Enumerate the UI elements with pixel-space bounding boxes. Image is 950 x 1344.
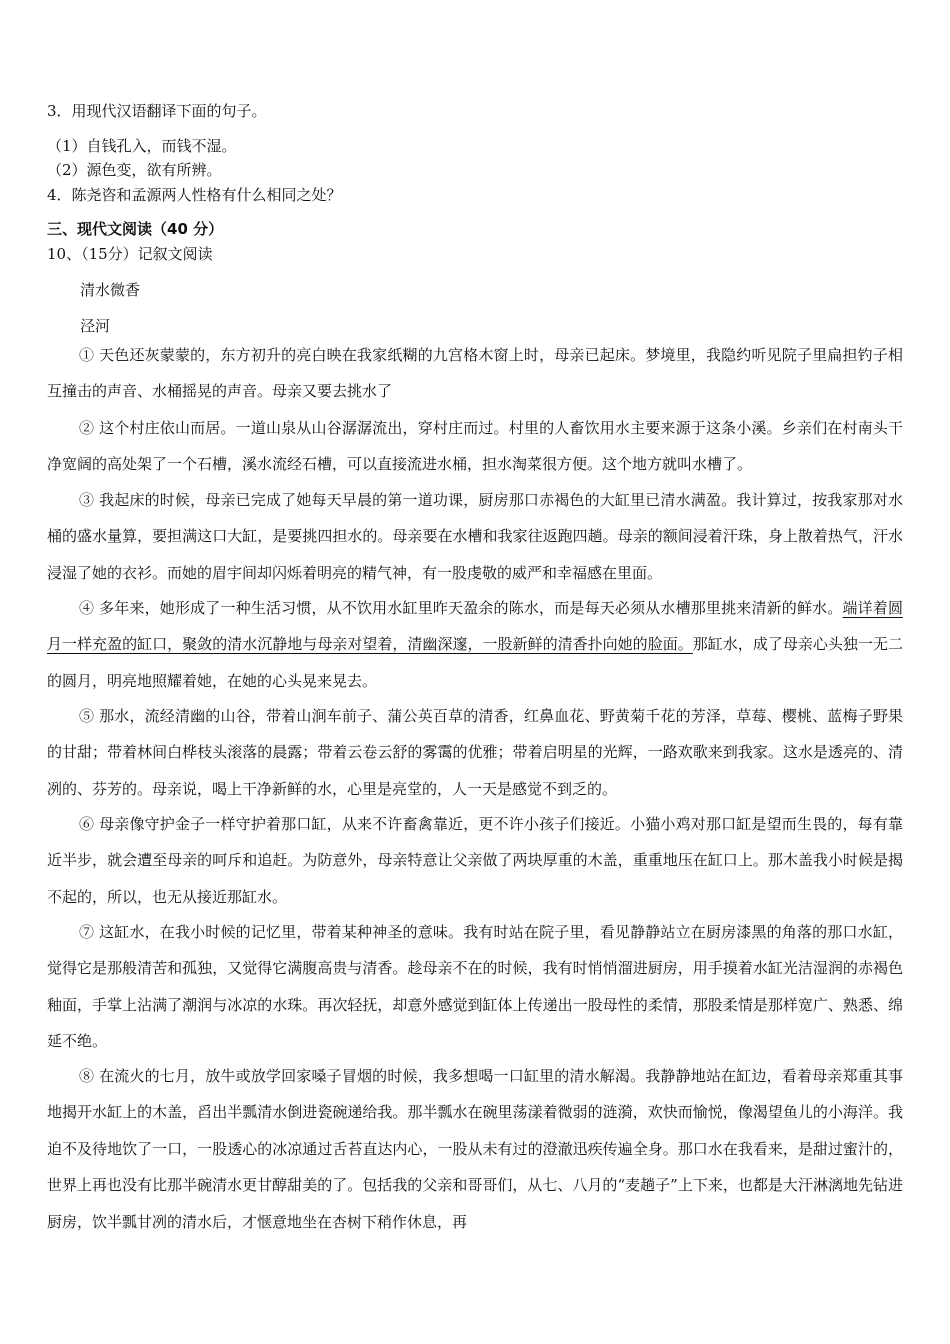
paragraph-1: ① 天色还灰蒙蒙的，东方初升的亮白映在我家纸糊的九宫格木窗上时，母亲已起床。梦境里，我隐约听见院子里扁担钓子相互撞击的声音、水桶摇晃的声音。母亲又要去挑水了 [47, 346, 903, 401]
paragraph-3: ③ 我起床的时候，母亲已完成了她每天早晨的第一道功课，厨房那口赤褐色的大缸里已清水满盈。我计算过，按我家那对水桶的盛水量算，要担满这口大缸，是要挑四担水的。母亲要在水槽和我家往返跑四趟。母亲的额间浸着汗珠，身上散着热气，汗水浸湿了她的衣衫。而她的眉宇间却闪烁着明亮的精气神，有一股虔敬的威严和幸福感在里面。 [47, 491, 903, 582]
question-10: 10、（15分）记叙文阅读 [47, 245, 213, 263]
paragraph-4-start: ④ 多年来，她形成了一种生活习惯，从不饮用水缸里昨天盈余的陈水，而是每天必须从水槽那里挑来清新的鲜水。 [79, 599, 843, 617]
question-4: 4．陈尧咨和孟源两人性格有什么相同之处？ [47, 186, 342, 204]
paragraph-4-end: 那缸水，成了母亲心头独一无二的圆月，明亮地照耀着她，在她的心头晃来晃去。 [47, 635, 903, 690]
paragraph-5: ⑤ 那水，流经清幽的山谷，带着山涧车前子、蒲公英百草的清香，红鼻血花、野黄菊千花的芳泽，草莓、樱桃、蓝梅子野果的甘甜；带着林间白桦枝头滚落的晨露；带着云卷云舒的雾霭的优雅；带着启明星的光辉，一路欢歌来到我家。这水是透亮的、清冽的、芬芳的。母亲说，喝上干净新鲜的水，心里是亮堂的，人一天是感觉不到乏的。 [47, 707, 903, 798]
paragraph-2: ② 这个村庄依山而居。一道山泉从山谷潺潺流出，穿村庄而过。村里的人畜饮用水主要来源于这条小溪。乡亲们在村南头干净宽阔的高处架了一个石槽，溪水流经石槽，可以直接流进水桶，担水淘菜很方便。这个地方就叫水槽了。 [47, 419, 903, 474]
paragraph-4 [47, 590, 903, 699]
question-3-item-1: （1）自钱孔入，而钱不湿。 [47, 137, 237, 155]
question-3-item-2: （2）源色变，欲有所辨。 [47, 161, 222, 179]
paragraph-7: ⑦ 这缸水，在我小时候的记忆里，带着某种神圣的意味。我有时站在院子里，看见静静站立在厨房漆黑的角落的那口水缸，觉得它是那般清苦和孤独，又觉得它满腹高贵与清香。趁母亲不在的时候，我有时悄悄溜进厨房，用手摸着水缸光洁湿润的赤褐色釉面，手掌上沾满了潮润与冰凉的水珠。再次轻抚，却意外感觉到缸体上传递出一股母性的柔情，那股柔情是那样宽广、熟悉、绵延不绝。 [47, 923, 903, 1051]
section-heading: 三、现代文阅读（40 分） [47, 220, 224, 238]
article-title: 清水微香 [80, 281, 141, 299]
paragraph-6: ⑥ 母亲像守护金子一样守护着那口缸，从来不许畜禽靠近，更不许小孩子们接近。小猫小鸡对那口缸是望而生畏的，每有靠近半步，就会遭至母亲的呵斥和追赶。为防意外，母亲特意让父亲做了两块厚重的木盖，重重地压在缸口上。那木盖我小时候是揭不起的，所以，也无从接近那缸水。 [47, 815, 903, 906]
article-author: 泾河 [80, 317, 111, 335]
paragraph-4-underlined: 端详着圆月一样充盈的缸口，聚敛的清水沉静地与母亲对望着，清幽深邃，一股新鲜的清香扑向她的脸面。 [47, 599, 903, 654]
question-3: 3．用现代汉语翻译下面的句子。 [47, 102, 267, 120]
paragraph-8: ⑧ 在流火的七月，放牛或放学回家嗓子冒烟的时候，我多想喝一口缸里的清水解渴。我静静地站在缸边，看着母亲郑重其事地揭开水缸上的木盖，舀出半瓢清水倒进瓷碗递给我。那半瓢水在碗里荡漾着微弱的涟漪，欢快而愉悦，像渴望鱼儿的小海洋。我迫不及待地饮了一口，一股透心的冰凉通过舌苔直达内心，一股从未有过的澄澈迅疾传遍全身。那口水在我看来，是甜过蜜汁的，世界上再也没有比那半碗清水更甘醇甜美的了。包括我的父亲和哥哥们，从七、八月的“麦趟子”上下来，也都是大汗淋漓地先钻进厨房，饮半瓢甘冽的清水后，才惬意地坐在杏树下稍作休息，再 [47, 1067, 903, 1231]
